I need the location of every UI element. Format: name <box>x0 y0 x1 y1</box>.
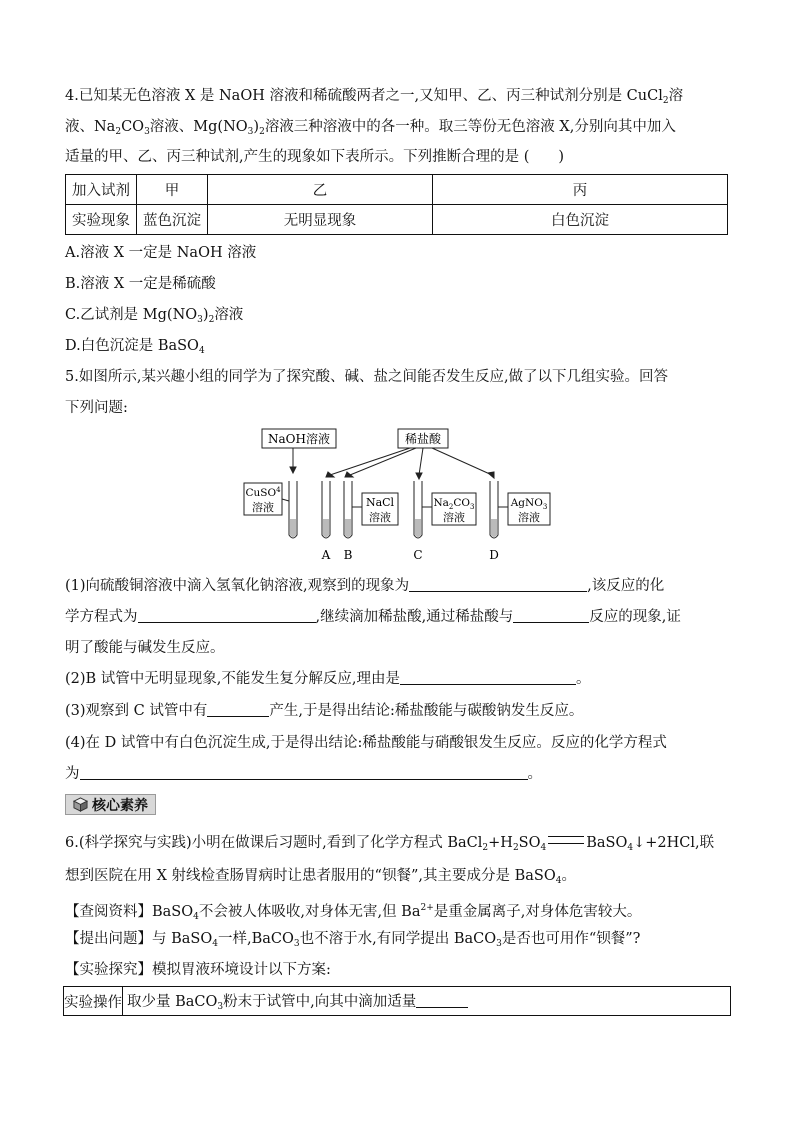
table-cell: 实验现象 <box>66 205 137 235</box>
tube-label-c: C <box>413 548 423 562</box>
agno3-formula: AgNO$_3$ <box>510 497 548 511</box>
q5-part1-line1: (1)向硫酸铜溶液中滴入氢氧化钠溶液,观察到的现象为 ,该反应的化 <box>65 578 665 594</box>
answer-blank[interactable] <box>207 701 269 717</box>
tube-label-b: B <box>343 548 353 562</box>
q5-part2: (2)B 试管中无明显现象,不能发生复分解反应,理由是 。 <box>65 671 591 687</box>
naoh-label: NaOH溶液 <box>268 432 330 446</box>
q5-part4-line2: 为 。 <box>65 766 542 782</box>
q5-intro-line2: 下列问题: <box>65 400 128 416</box>
q5-part4-line1: (4)在 D 试管中有白色沉淀生成,于是得出结论:稀盐酸能与硝酸银发生反应。反应的化学方程式 <box>65 735 667 751</box>
badge-label: 核心素养 <box>92 797 148 814</box>
table-cell: 蓝色沉淀 <box>137 205 208 235</box>
na2co3-formula: $Na_2CO_3$ <box>433 497 475 511</box>
cuso4-formula: CuSO$^4$ <box>245 486 281 499</box>
table-cell: 取少量 BaCO$_3$粉末于试管中,向其中滴加适量 <box>123 987 731 1016</box>
table-cell: 实验操作 <box>64 987 123 1016</box>
answer-blank[interactable] <box>513 607 589 623</box>
answer-blank[interactable] <box>80 764 528 780</box>
tube-label-d: D <box>489 548 499 562</box>
q6-stem-line1: 6.(科学探究与实践)小明在做课后习题时,看到了化学方程式 $BaCl_2+H_2SO_4$ BaSO$_4$↓+2HCl,联 <box>65 835 715 853</box>
q6-experiment-intro: 【实验探究】模拟胃液环境设计以下方案: <box>65 962 331 978</box>
table-cell: 甲 <box>137 175 208 205</box>
cube-icon <box>73 797 88 812</box>
q4-stem-line3: 适量的甲、乙、丙三种试剂,产生的现象如下表所示。下列推断合理的是 ( ) <box>65 149 565 165</box>
liquid-d <box>491 519 497 537</box>
q5-part1-line2: 学方程式为 ,继续滴加稀盐酸,通过稀盐酸与 反应的现象,证 <box>65 609 681 625</box>
table-row <box>64 987 731 1016</box>
tube-label-a: A <box>321 548 331 562</box>
equals-sign <box>548 836 584 844</box>
liquid-c <box>415 519 421 537</box>
q5-experiment-figure <box>242 423 554 565</box>
q4-option-c: C.乙试剂是 $Mg(NO_3)_2$溶液 <box>65 307 244 325</box>
nacl-solution-label: 溶液 <box>369 511 391 524</box>
na2co3-solution-label: 溶液 <box>443 511 465 524</box>
q4-stem-line1: 4.已知某无色溶液 X 是 NaOH 溶液和稀硫酸两者之一,又知甲、乙、丙三种试剂分别是 CuCl$_2$溶 <box>65 88 684 106</box>
answer-blank[interactable] <box>400 669 576 685</box>
answer-blank[interactable] <box>416 992 468 1008</box>
liquid-cuso4 <box>290 519 296 537</box>
answer-blank[interactable] <box>138 607 316 623</box>
nacl-formula: NaCl <box>365 496 395 509</box>
table-cell: 丙 <box>433 175 728 205</box>
table-cell: 无明显现象 <box>208 205 433 235</box>
q4-option-d: D.白色沉淀是 BaSO$_4$ <box>65 338 205 356</box>
q5-part3: (3)观察到 C 试管中有 产生,于是得出结论:稀盐酸能与碳酸钠发生反应。 <box>65 703 584 719</box>
cuso4-solution-label: 溶液 <box>252 501 274 514</box>
agno3-solution-label: 溶液 <box>518 511 540 524</box>
table-row <box>66 175 728 205</box>
table-cell: 乙 <box>208 175 433 205</box>
q4-option-a: A.溶液 X 一定是 NaOH 溶液 <box>65 245 257 261</box>
table-cell: 加入试剂 <box>66 175 137 205</box>
q4-option-b: B.溶液 X 一定是稀硫酸 <box>65 276 216 292</box>
answer-blank[interactable] <box>409 576 587 592</box>
liquid-b <box>345 519 351 537</box>
q4-result-table <box>65 174 728 235</box>
q5-part1-line3: 明了酸能与碱发生反应。 <box>65 640 225 656</box>
q6-question: 【提出问题】与 BaSO$_4$一样,BaCO$_3$也不溶于水,有同学提出 BaCO$_3$是否也可用作“钡餐”? <box>65 931 641 949</box>
table-cell: 白色沉淀 <box>433 205 728 235</box>
q6-experiment-table <box>63 986 731 1016</box>
q5-intro-line1: 5.如图所示,某兴趣小组的同学为了探究酸、碱、盐之间能否发生反应,做了以下几组实验。回答 <box>65 369 669 385</box>
liquid-a <box>323 519 329 537</box>
dropper-arrows <box>290 448 494 479</box>
q4-stem-line2: 液、$Na_2CO_3$溶液、$Mg(NO_3)_2$溶液三种溶液中的各一种。取三等份无色溶液 X,分别向其中加入 <box>65 119 676 137</box>
q6-stem-line2: 想到医院在用 X 射线检查肠胃病时让患者服用的“钡餐”,其主要成分是 BaSO$_4$。 <box>65 868 576 886</box>
hcl-label: 稀盐酸 <box>404 432 442 446</box>
q6-data-review: 【查阅资料】BaSO$_4$不会被人体吸收,对身体无害,但 $Ba^{2+}$是重金属离子,对身体危害较大。 <box>65 903 642 922</box>
table-row <box>66 205 728 235</box>
core-literacy-badge <box>65 794 156 815</box>
